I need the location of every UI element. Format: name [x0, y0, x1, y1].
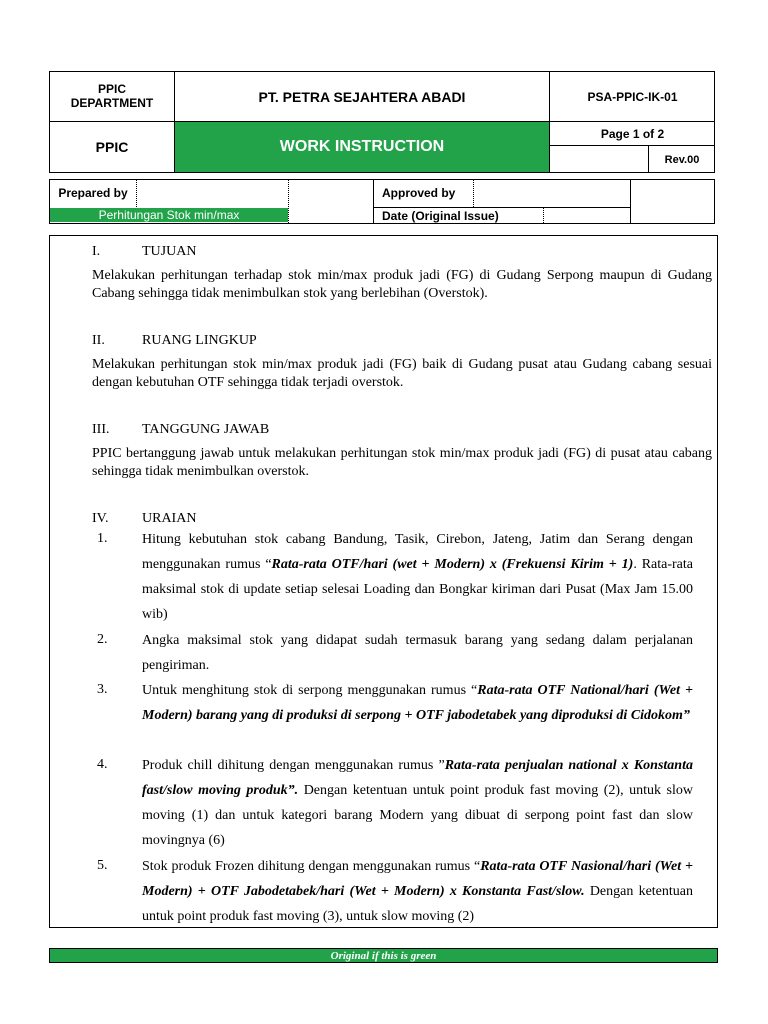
list-item-text: [142, 628, 693, 678]
section-title: TUJUAN: [142, 244, 197, 259]
item-formula: Rata-rata penjualan national x Konstanta fast/slow moving produk”.: [142, 758, 693, 798]
approval-divider: [373, 179, 374, 224]
department-label: PPIC DEPARTMENT: [70, 82, 154, 110]
approval-divider: [630, 179, 631, 224]
date-label: Date (Original Issue): [382, 209, 499, 223]
section-title: URAIAN: [142, 511, 197, 526]
page-indicator: Page 1 of 2: [600, 126, 665, 141]
original-indicator-footer: [49, 948, 718, 963]
item-text-pre: Hitung kebutuhan stok cabang Bandung, Tasik, Cirebon, Jateng, Jatim dan Serang dengan menggunakan rumus “: [142, 532, 693, 572]
item-formula: Rata-rata OTF Nasional/hari (Wet + Modern) + OTF Jabodetabek/hari (Wet + Modern) x Konstanta Fast/slow.: [142, 859, 694, 899]
division-label: PPIC: [95, 139, 129, 155]
section-responsibility-heading: [50, 422, 710, 440]
item-text-post: Dengan ketentuan untuk point produk fast moving (3), untuk slow moving (2): [142, 884, 693, 924]
dotted-separator: [136, 180, 137, 207]
section-purpose-text: Melakukan perhitungan terhadap stok min/max produk jadi (FG) di Gudang Serpong maupun di Gudang Cabang sehingga tidak menimbulkan stok yang berlebihan (Overstok).: [92, 268, 712, 301]
list-item-text: [142, 753, 693, 853]
section-number: II.: [92, 333, 105, 348]
list-item-number: 1.: [97, 531, 108, 546]
dotted-separator: [543, 208, 544, 223]
item-text-post: Dengan ketentuan untuk point produk fast moving (2), untuk slow moving (1) dan untuk kategori barang Modern yang dibuat di serpong point fast dan slow movingnya (6): [142, 783, 693, 848]
section-responsibility-text: PPIC bertanggung jawab untuk melakukan perhitungan stok min/max produk jadi (FG) di pusat atau cabang sehingga tidak menimbulkan overstok.: [92, 446, 712, 479]
list-item-number: 4.: [97, 757, 108, 772]
section-scope-text: Melakukan perhitungan stok min/max produk jadi (FG) baik di Gudang pusat atau Gudang cabang sesuai dengan kebutuhan OTF sehingga tidak terjadi overstok.: [92, 357, 712, 390]
item-formula: Rata-rata OTF/hari (wet + Modern) x (Frekuensi Kirim + 1): [271, 557, 634, 572]
section-title: RUANG LINGKUP: [142, 333, 257, 348]
item-text-post: . Rata-rata maksimal stok di update setiap selesai Loading dan Bongkar kiriman dari Pusat (Max Jam 15.00 wib): [142, 557, 693, 622]
list-item-number: 3.: [97, 682, 108, 697]
section-number: IV.: [92, 511, 109, 526]
item-text-pre: Angka maksimal stok yang didapat sudah termasuk barang yang sedang dalam perjalanan pengiriman.: [142, 633, 693, 673]
company-name: PT. PETRA SEJAHTERA ABADI: [258, 88, 466, 105]
dotted-separator: [288, 180, 289, 223]
document-type-banner: WORK INSTRUCTION: [175, 122, 549, 172]
item-text-pre: Untuk menghitung stok di serpong menggunakan rumus “: [142, 683, 478, 698]
prepared-by-label: Prepared by: [58, 185, 128, 200]
list-item-number: 5.: [97, 858, 108, 873]
section-number: III.: [92, 422, 110, 437]
revision-label: Rev.00: [664, 153, 700, 166]
section-title: TANGGUNG JAWAB: [142, 422, 270, 437]
footer-text: Original if this is green: [330, 949, 437, 962]
approved-by-label: Approved by: [382, 186, 456, 200]
approval-divider: [373, 207, 631, 208]
list-item-text: [142, 854, 693, 929]
section-scope-heading: [50, 333, 710, 351]
subject-label: Perhitungan Stok min/max: [98, 208, 240, 222]
list-item-number: 2.: [97, 632, 108, 647]
list-item-text: [142, 527, 693, 627]
list-item-text: [142, 678, 693, 728]
instruction-body: [49, 235, 718, 928]
item-text-pre: Stok produk Frozen dihitung dengan menggunakan rumus “: [142, 859, 481, 874]
document-code: PSA-PPIC-IK-01: [587, 89, 678, 104]
item-text-pre: Produk chill dihitung dengan menggunakan rumus ”: [142, 758, 445, 773]
section-number: I.: [92, 244, 101, 259]
item-formula: Rata-rata OTF National/hari (Wet + Modern) barang yang di produksi di serpong + OTF jabodetabek yang diproduksi di Cidokom”: [142, 683, 693, 723]
dotted-separator: [473, 180, 474, 207]
section-purpose-heading: [50, 244, 710, 262]
